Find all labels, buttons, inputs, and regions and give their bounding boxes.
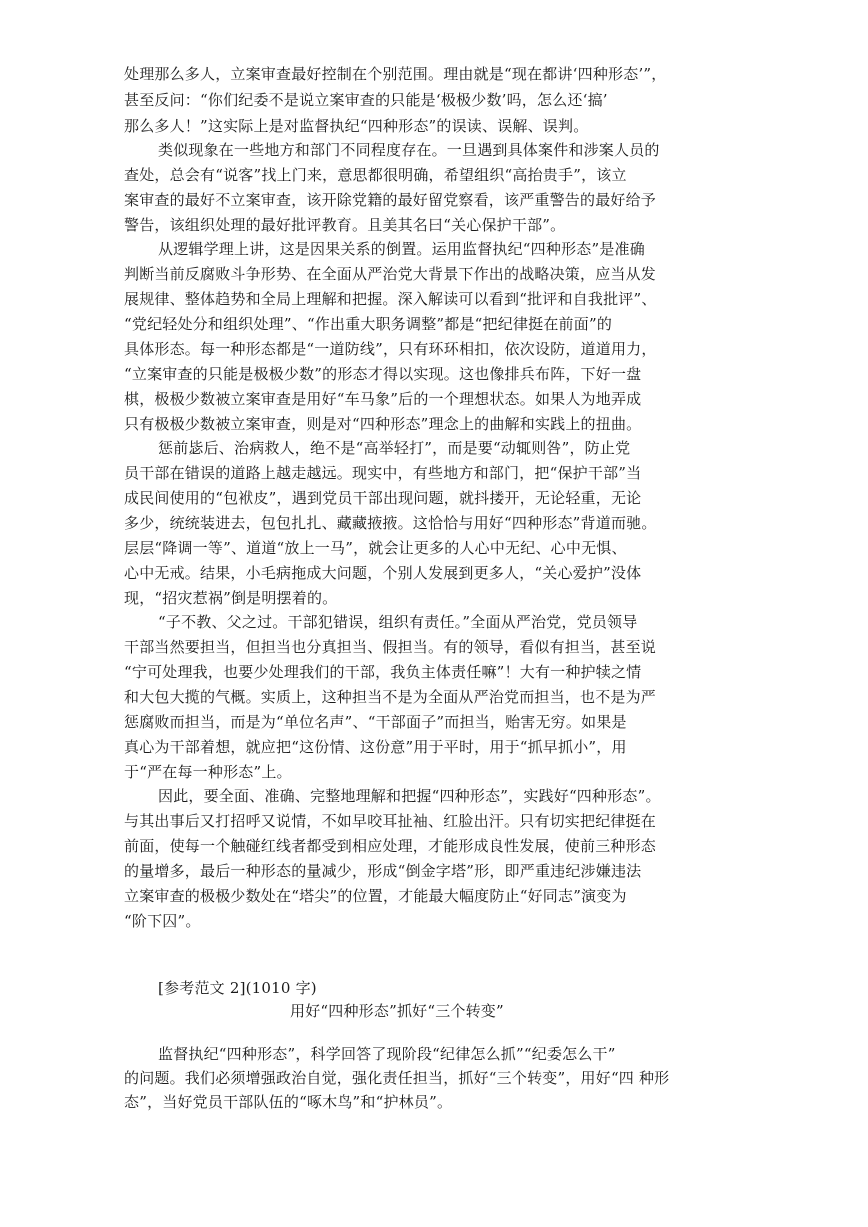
text-line: 那么多人！”这实际上是对监督执纪“四种形态”的误读、误解、误判。 xyxy=(124,117,589,135)
paragraph-start: 因此，要全面、准确、完整地理解和把握“四种形态”，实践好“四种形态”。 xyxy=(158,787,661,805)
text-line: 的量增多，最后一种形态的量减少，形成“倒金字塔”形，即严重违纪涉嫌违法 xyxy=(124,862,642,880)
text-line: “立案审查的只能是极极少数”的形态才得以实现。这也像排兵布阵，下好一盘 xyxy=(124,365,642,383)
text-line: 甚至反问：“你们纪委不是说立案审查的只能是‘极极少数’吗，怎么还‘搞’ xyxy=(124,91,608,109)
paragraph-start: 监督执纪“四种形态”，科学回答了现阶段“纪律怎么抓”“纪委怎么干” xyxy=(158,1045,616,1063)
text-line: 前面，使每一个触碰红线者都受到相应处理，才能形成良性发展，使前三种形态 xyxy=(124,837,657,855)
text-line: “阶下囚”。 xyxy=(124,912,201,930)
text-line: 干部当然要担当，但担当也分真担当、假担当。有的领导，看似有担当，甚至说 xyxy=(124,638,657,656)
text-line: 展规律、整体趋势和全局上理解和把握。深入解读可以看到“批评和自我批评”、 xyxy=(124,290,657,308)
paragraph-start: 从逻辑学理上讲，这是因果关系的倒置。运用监督执纪“四种形态”是准确 xyxy=(158,240,645,258)
text-line: 查处，总会有“说客”找上门来，意思都很明确，希望组织“高抬贵手”，该立 xyxy=(124,166,627,184)
text-line: 员干部在错误的道路上越走越远。现实中，有些地方和部门，把“保护干部”当 xyxy=(124,464,642,482)
text-line: 警告，该组织处理的最好批评教育。且美其名曰“关心保护干部”。 xyxy=(124,216,566,234)
text-line: 和大包大揽的气概。实质上，这种担当不是为全面从严治党而担当，也不是为严 xyxy=(124,688,657,706)
text-line: 于“严在每一种形态”上。 xyxy=(124,763,292,781)
article-title: 用好“四种形态”抓好“三个转变” xyxy=(290,1002,504,1020)
text-line: 的问题。我们必须增强政治自觉，强化责任担当，抓好“三个转变”，用好“四 种形 xyxy=(124,1069,670,1087)
text-line: 心中无戒。结果，小毛病拖成大问题，个别人发展到更多人，“关心爱护”没体 xyxy=(124,564,642,582)
text-line: 现，“招灾惹祸”倒是明摆着的。 xyxy=(124,589,338,607)
text-line: 案审查的最好不立案审查，该开除党籍的最好留党察看，该严重警告的最好给予 xyxy=(124,191,657,209)
text-line: 处理那么多人，立案审查最好控制在个别范围。理由就是“现在都讲‘四种形态’”， xyxy=(124,65,667,83)
text-line: 判断当前反腐败斗争形势、在全面从严治党大背景下作出的战略决策，应当从发 xyxy=(124,265,657,283)
text-line: “党纪轻处分和组织处理”、“作出重大职务调整”都是“把纪律挺在前面”的 xyxy=(124,315,613,333)
text-line: 具体形态。每一种形态都是“一道防线”，只有环环相扣，依次设防，道道用力， xyxy=(124,340,657,358)
paragraph-start: 惩前毖后、治病救人，绝不是“高举轻打”，而是要“动辄则咎”，防止党 xyxy=(158,439,631,457)
text-line: 惩腐败而担当，而是为“单位名声”、“干部面子”而担当，贻害无穷。如果是 xyxy=(124,713,627,731)
text-line: 与其出事后又打招呼又说情，不如早咬耳扯袖、红脸出汗。只有切实把纪律挺在 xyxy=(124,812,657,830)
paragraph-start: “子不教、父之过。干部犯错误，组织有责任。”全面从严治党，党员领导 xyxy=(158,613,638,631)
text-line: 棋，极极少数被立案审查是用好“车马象”后的一个理想状态。如果人为地弄成 xyxy=(124,390,642,408)
reference-heading: [参考范文 2](1010 字) xyxy=(158,979,317,997)
text-line: 立案审查的极极少数处在“塔尖”的位置，才能最大幅度防止“好同志”演变为 xyxy=(124,887,627,905)
text-line: 真心为干部着想，就应把“这份情、这份意”用于平时，用于“抓早抓小”，用 xyxy=(124,738,627,756)
paragraph-start: 类似现象在一些地方和部门不同程度存在。一旦遇到具体案件和涉案人员的 xyxy=(158,141,660,159)
text-line: 多少，统统装进去，包包扎扎、藏藏掖掖。这恰恰与用好“四种形态”背道而驰。 xyxy=(124,514,657,532)
text-line: 成民间使用的“包袱皮”，遇到党员干部出现问题，就抖搂开，无论轻重，无论 xyxy=(124,489,642,507)
text-line: 只有极极少数被立案审查，则是对“四种形态”理念上的曲解和实践上的扭曲。 xyxy=(124,415,642,433)
text-line: 态”，当好党员干部队伍的“啄木鸟”和“护林员”。 xyxy=(124,1093,453,1111)
text-line: 层层“降调一等”、道道“放上一马”，就会让更多的人心中无纪、心中无惧、 xyxy=(124,539,627,557)
text-line: “宁可处理我，也要少处理我们的干部，我负主体责任嘛”！大有一种护犊之情 xyxy=(124,663,642,681)
